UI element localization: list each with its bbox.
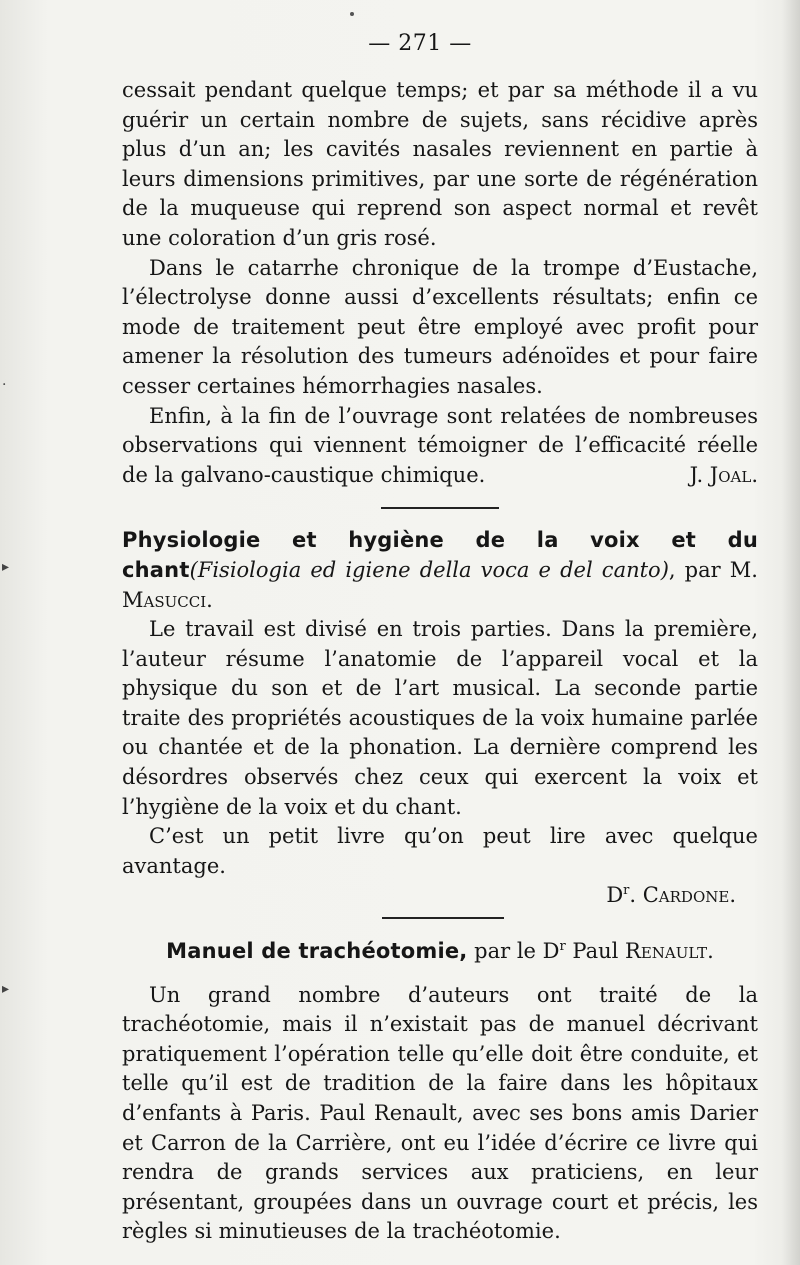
byline-name: Paul <box>565 939 626 964</box>
page-number: — 271 — <box>368 31 472 56</box>
paragraph-with-signature <box>122 402 758 491</box>
signature-name: . Cardone. <box>629 883 736 908</box>
paragraph: Un grand nombre d’auteurs ont traité de la trachéotomie, mais il n’existait pas de manuel décrivant pratiquement l’opération telle qu’elle doit être conduite, et telle qu’il est de tradition de la faire dans les hôpitaux d’enfants à Paris. Paul Renault, avec ses bons amis Darier et Carron de la Carrière, ont eu l’idée d’écrire ce livre qui rendra de grands services aux praticiens, en leur présentant, groupées dans un ouvrage court et précis, les règles si minutieuses de la trachéotomie. <box>122 982 758 1244</box>
section-divider <box>382 917 504 919</box>
review-title-italian: (Fisiologia ed igiene della voca e del canto) <box>189 557 669 582</box>
paragraph-text: Enfin, à la fin de l’ouvrage sont relatées de nombreuses observations qui viennent témoigner de l’efficacité réelle de la galvano-caustique chimique. <box>122 403 758 487</box>
review-title: Physiologie et hygiène de la voix et du chant <box>122 528 758 582</box>
signature-title: D <box>606 883 624 908</box>
review-author: Masucci. <box>122 587 213 612</box>
paragraph: cessait pendant quelque temps; et par sa méthode il a vu guérir un certain nombre de sujets, sans récidive après plus d’un an; les cavités nasales reviennent en partie à leurs dimensions primitives, par une sorte de régénération de la muqueuse qui reprend son aspect normal et revêt une coloration d’un gris rosé. <box>122 78 758 250</box>
review-heading <box>122 937 758 967</box>
signature <box>122 881 758 911</box>
paragraph: C’est un petit livre qu’on peut lire avec quelque avantage. <box>122 824 758 878</box>
byline-prefix: par le D <box>467 939 560 964</box>
paragraph: Dans le catarrhe chronique de la trompe d’Eustache, l’électrolyse donne aussi d’excellents résultats; enfin ce mode de traitement peut être employé avec profit pour amener la résolution des tumeurs adénoïdes et pour faire cesser certaines hémorrhagies nasales. <box>122 255 758 398</box>
byline-sup: r <box>559 939 566 955</box>
signature: J. Joal. <box>689 462 758 487</box>
text-column <box>122 76 758 1247</box>
review-physiologie-voix <box>122 526 758 911</box>
ink-speck <box>350 12 354 16</box>
review-author: Renault. <box>625 939 714 964</box>
review-heading <box>122 526 758 615</box>
byline-prefix: , par M. <box>668 557 758 582</box>
review-trachéotomie <box>122 937 758 1247</box>
review-electrolysis <box>122 76 758 490</box>
paragraph <box>122 402 758 491</box>
margin-arrow-mark: ▸ <box>2 981 10 997</box>
margin-mark: · <box>2 377 7 393</box>
margin-arrow-mark: ▸ <box>2 559 10 575</box>
review-title: Manuel de trachéotomie, <box>166 939 468 964</box>
page-gutter-shadow <box>782 0 800 1265</box>
section-divider <box>381 507 499 509</box>
signature-sup: r <box>623 883 630 899</box>
paragraph: Le travail est divisé en trois parties. Dans la première, l’auteur résume l’anatomie de l’appareil vocal et la physique du son et de l’art musical. La seconde partie traite des propriétés acoustiques de la voix humaine parlée ou chantée et de la phonation. La dernière comprend les désordres observés chez ceux qui exercent la voix et l’hygiène de la voix et du chant. <box>122 617 758 819</box>
